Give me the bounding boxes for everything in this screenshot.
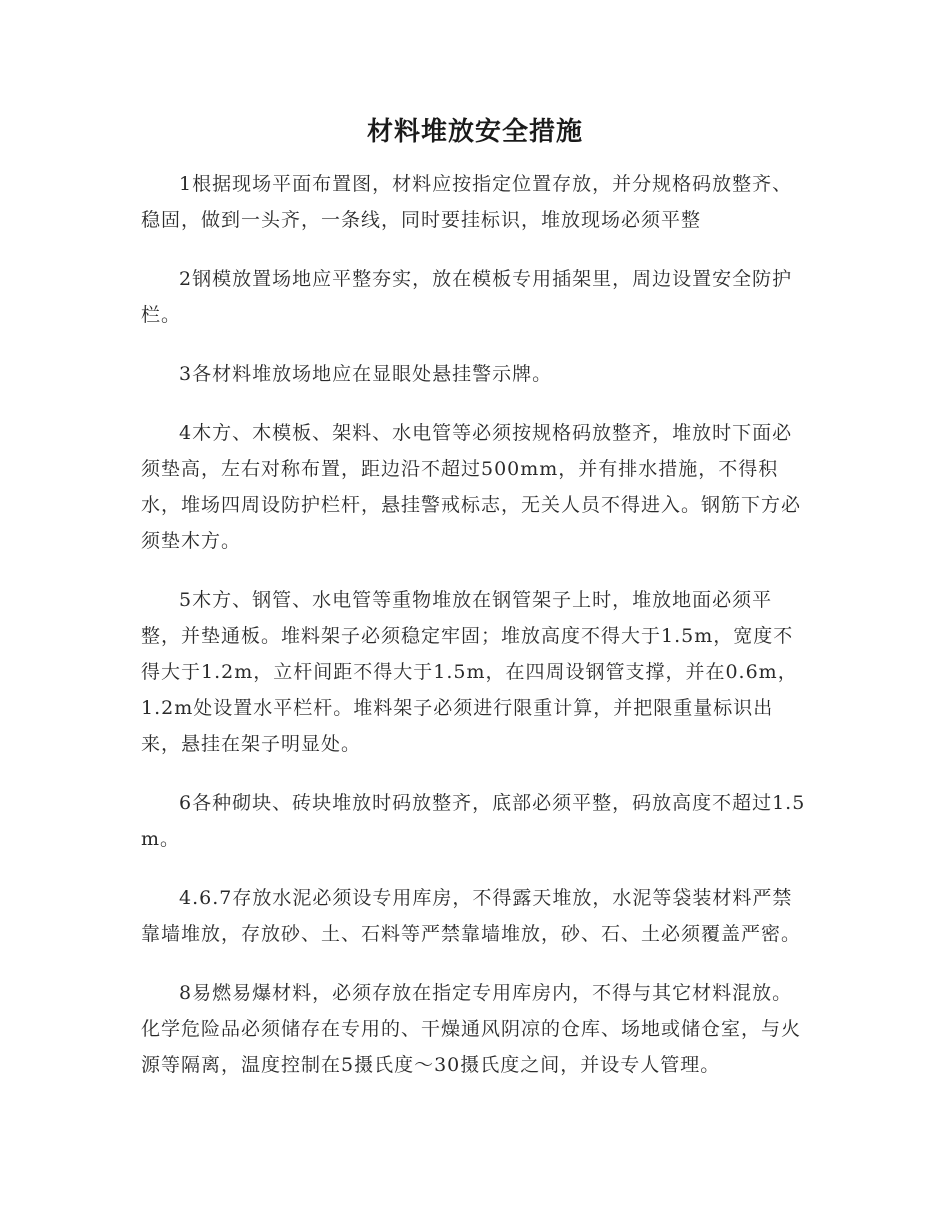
paragraph-7: 4.6.7存放水泥必须设专用库房，不得露天堆放，水泥等袋装材料严禁靠墙堆放，存放砂、土、石料等严禁靠墙堆放，砂、石、土必须覆盖严密。 (141, 887, 802, 945)
document-body (141, 166, 811, 1106)
document-title: 材料堆放安全措施 (366, 117, 583, 147)
paragraph-4: 4木方、木模板、架料、水电管等必须按规格码放整齐，堆放时下面必须垫高，左右对称布置，距边沿不超过500mm，并有排水措施，不得积水，堆场四周设防护栏杆，悬挂警戒标志，无关人员不得进入。钢筋下方必须垫木方。 (141, 422, 802, 552)
paragraph-6: 6各种砌块、砖块堆放时码放整齐，底部必须平整，码放高度不超过1.5m。 (141, 792, 806, 850)
paragraph-2: 2钢模放置场地应平整夯实，放在模板专用插架里，周边设置安全防护栏。 (141, 268, 793, 326)
paragraph-1: 1根据现场平面布置图，材料应按指定位置存放，并分规格码放整齐、稳固，做到一头齐，一条线，同时要挂标识，堆放现场必须平整 (141, 173, 793, 231)
paragraph-5: 5木方、钢管、水电管等重物堆放在钢管架子上时，堆放地面必须平整，并垫通板。堆料架子必须稳定牢固；堆放高度不得大于1.5m，宽度不得大于1.2m，立杆间距不得大于1.5m，在四周设钢管支撑，并在0.6m，1.2m处设置水平栏杆。堆料架子必须进行限重计算，并把限重量标识出来，悬挂在架子明显处。 (141, 589, 798, 755)
paragraph-3: 3各材料堆放场地应在显眼处悬挂警示牌。 (179, 363, 553, 385)
paragraph-8: 8易燃易爆材料，必须存放在指定专用库房内，不得与其它材料混放。化学危险品必须储存在专用的、干燥通风阴凉的仓库、场地或储仓室，与火源等隔离，温度控制在5摄氏度～30摄氏度之间，并设专人管理。 (141, 982, 802, 1076)
